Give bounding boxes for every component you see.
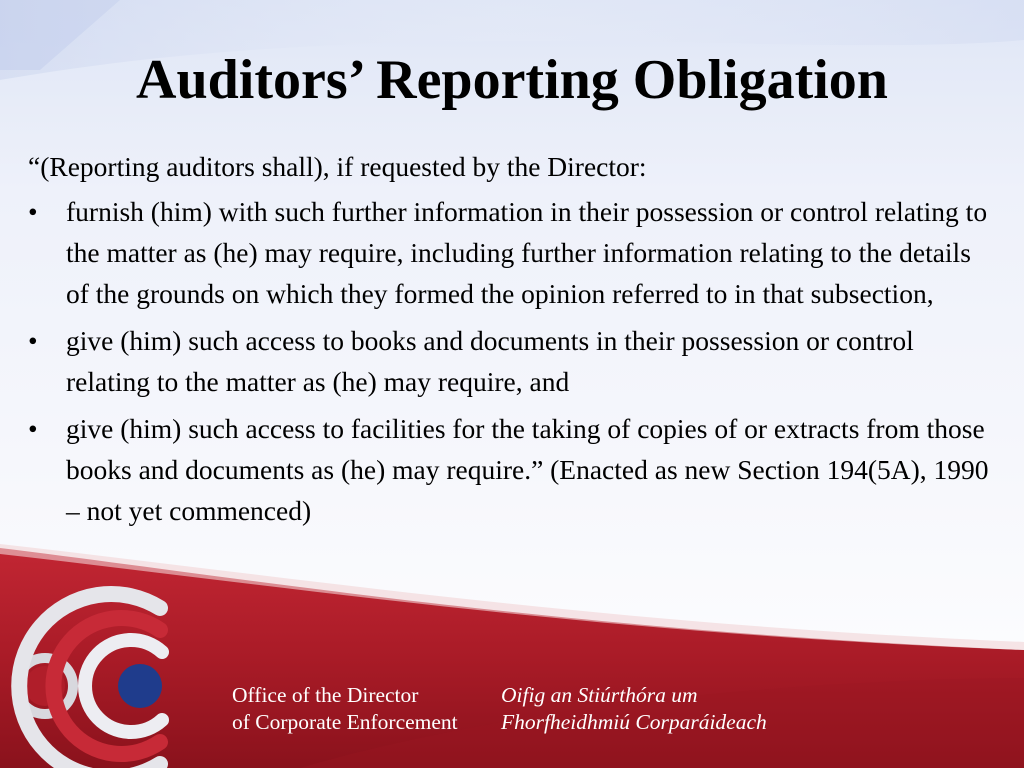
bullet-item [28,408,993,531]
slide-title: Auditors’ Reporting Obligation [136,49,888,111]
org-name-irish [501,682,767,736]
bullet-item [28,320,993,402]
org-name-ga-line2: Fhorfheidhmiú Corparáideach [501,710,767,734]
bullet-text: give (him) such access to facilities for the taking of copies of or extracts from those books and documents as (he) may require.” (Enacted as new Section 194(5A), 1990 – not yet commenced) [66,413,989,526]
odce-logo-icon [0,568,210,768]
org-name-en-line2: of Corporate Enforcement [232,710,458,734]
org-name-ga-line1: Oifig an Stiúrthóra um [501,683,698,707]
intro-text: “(Reporting auditors shall), if requested by the Director: [28,151,647,182]
bullet-text: furnish (him) with such further information in their possession or control relating to the matter as (he) may require, including further information relating to the details of the grounds on which they formed the opinion referred to in that subsection, [66,196,988,309]
slide-body [28,146,993,537]
bullet-list [28,191,993,531]
bullet-item [28,191,993,314]
bullet-marker: • [28,325,38,356]
org-name-english [232,682,458,736]
bullet-marker: • [28,413,38,444]
footer-banner [0,520,1024,768]
bullet-text: give (him) such access to books and documents in their possession or control relating to the matter as (he) may require, and [66,325,914,397]
org-name-en-line1: Office of the Director [232,683,419,707]
bullet-marker: • [28,196,38,227]
